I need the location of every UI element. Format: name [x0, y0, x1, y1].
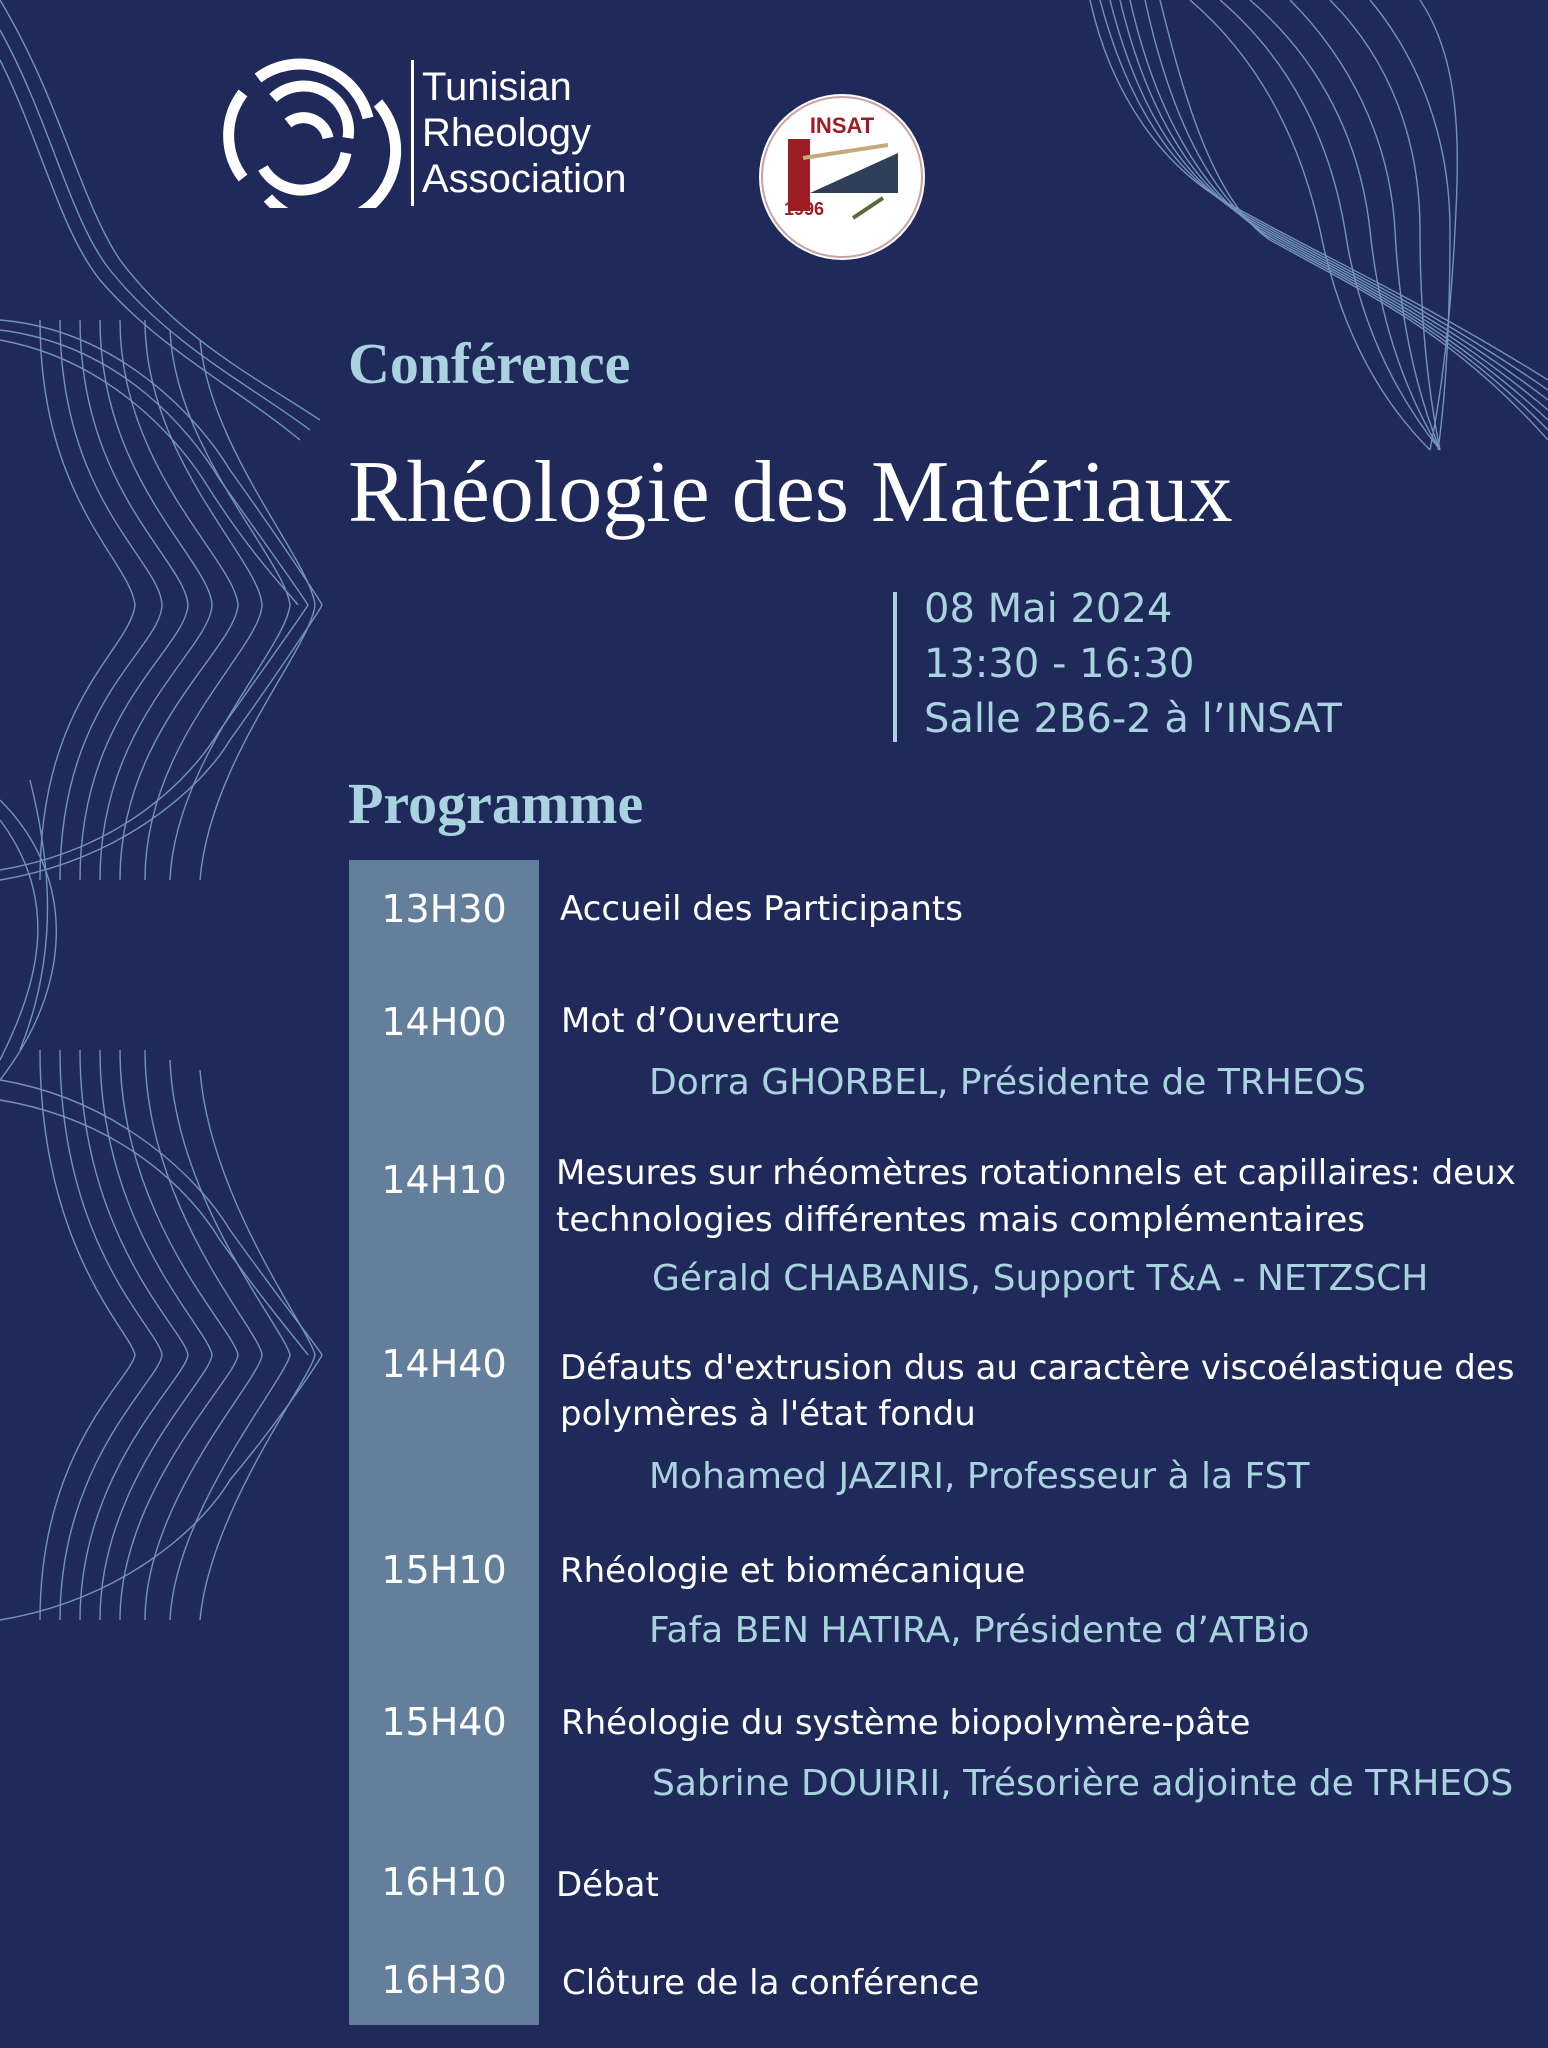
tunisian-rheology-association-logo	[218, 58, 627, 208]
event-date: 08 Mai 2024	[924, 586, 1173, 632]
item-time: 15H10	[381, 1548, 507, 1592]
item-time: 15H40	[381, 1700, 507, 1744]
item-topic-line-2: technologies différentes mais complémentaires	[556, 1200, 1365, 1240]
event-time: 13:30 - 16:30	[924, 641, 1195, 687]
item-speaker: Dorra GHORBEL, Présidente de TRHEOS	[649, 1062, 1366, 1103]
item-time: 16H30	[381, 1958, 507, 2002]
item-speaker: Mohamed JAZIRI, Professeur à la FST	[649, 1456, 1310, 1497]
item-topic: Accueil des Participants	[560, 889, 963, 929]
logo-divider	[411, 60, 414, 206]
item-speaker: Gérald CHABANIS, Support T&A - NETZSCH	[652, 1258, 1429, 1299]
insat-year: 1996	[783, 199, 825, 219]
item-topic: Clôture de la conférence	[562, 1963, 980, 2003]
item-time: 13H30	[381, 887, 507, 931]
swirl-logo-icon	[218, 58, 403, 208]
item-time: 14H10	[381, 1158, 507, 1202]
insat-name: INSAT	[809, 113, 875, 138]
event-info	[924, 582, 1342, 747]
item-topic: Débat	[556, 1865, 659, 1905]
event-location: Salle 2B6-2 à l’INSAT	[924, 696, 1342, 742]
item-topic: Rhéologie et biomécanique	[560, 1551, 1026, 1591]
association-name-line-3: Association	[422, 157, 627, 201]
item-topic-line-1: Défauts d'extrusion dus au caractère viscoélastique des	[560, 1348, 1515, 1388]
insat-seal-icon	[758, 93, 926, 261]
item-speaker: Sabrine DOUIRII, Trésorière adjointe de TRHEOS	[652, 1763, 1514, 1804]
item-speaker: Fafa BEN HATIRA, Présidente d’ATBio	[649, 1610, 1310, 1651]
item-time: 14H00	[381, 1000, 507, 1044]
item-topic: Mot d’Ouverture	[561, 1001, 841, 1041]
association-name-line-2: Rheology	[422, 111, 592, 155]
item-topic-line-2: polymères à l'état fondu	[560, 1394, 976, 1434]
association-name	[422, 64, 627, 202]
info-divider	[893, 592, 897, 742]
association-name-line-1: Tunisian	[422, 65, 572, 109]
item-topic-line-1: Mesures sur rhéomètres rotationnels et capillaires: deux	[556, 1153, 1516, 1193]
page-title: Rhéologie des Matériaux	[348, 444, 1233, 541]
item-time: 16H10	[381, 1860, 507, 1904]
programme-label: Programme	[348, 771, 644, 836]
conference-label: Conférence	[348, 331, 631, 396]
item-time: 14H40	[381, 1342, 507, 1386]
item-topic: Rhéologie du système biopolymère-pâte	[561, 1703, 1251, 1743]
